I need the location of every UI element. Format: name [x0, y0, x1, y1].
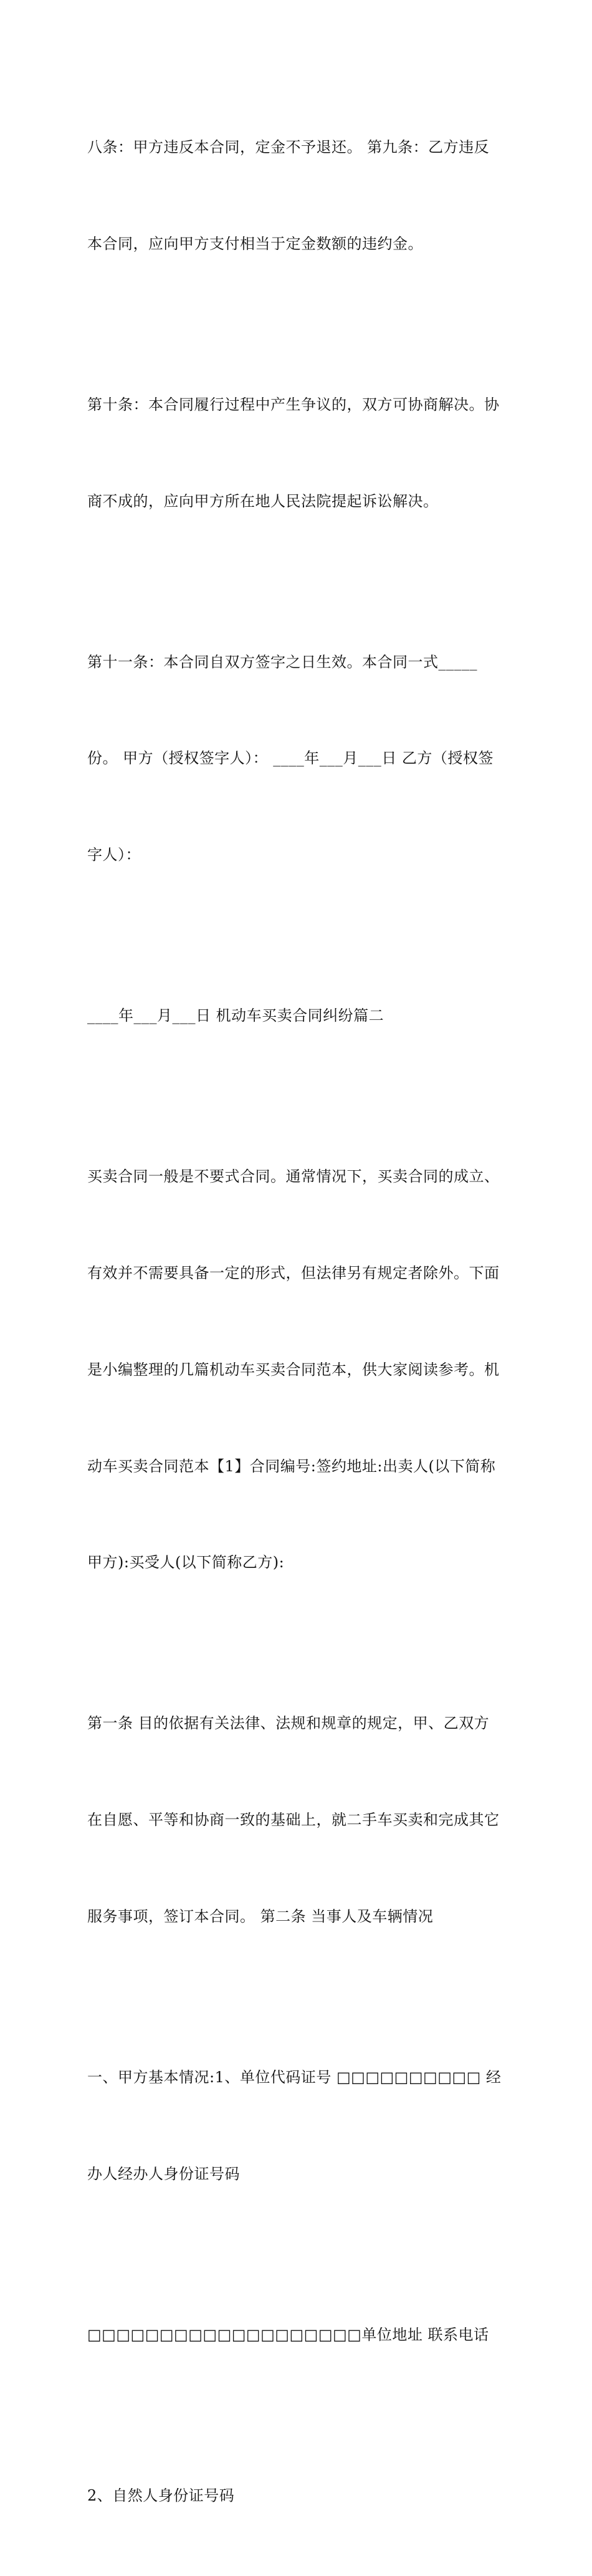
text-line: 动车买卖合同范本【1】合同编号:签约地址:出卖人(以下简称 — [87, 1457, 496, 1475]
paragraph-party-a-info — [87, 1997, 511, 2255]
text-line: 商不成的，应向甲方所在地人民法院提起诉讼解决。 — [87, 492, 439, 510]
text-line: 第十条：本合同履行过程中产生争议的，双方可协商解决。协 — [87, 395, 500, 413]
text-line: 一、甲方基本情况:1、单位代码证号 □□□□□□□□□□ 经 — [87, 2068, 502, 2086]
text-line: 服务事项，签订本合同。 第二条 当事人及车辆情况 — [87, 1907, 434, 1925]
text-line: □□□□□□□□□□□□□□□□□□□单位地址 联系电话 — [87, 2325, 489, 2343]
paragraph-article-10 — [87, 325, 511, 582]
text-line: 是小编整理的几篇机动车买卖合同范本，供大家阅读参考。机 — [87, 1360, 500, 1378]
text-line: 份。 甲方（授权签字人）： ____年___月___日 乙方（授权签 — [87, 749, 494, 767]
text-line: 在自愿、平等和协商一致的基础上，就二手车买卖和完成其它 — [87, 1811, 500, 1829]
paragraph-article-8-9 — [87, 67, 511, 325]
text-line: 第一条 目的依据有关法律、法规和规章的规定，甲、乙双方 — [87, 1714, 490, 1733]
paragraph-intro — [87, 1097, 511, 1643]
paragraph-id-boxes — [87, 2254, 511, 2415]
text-line: 有效并不需要具备一定的形式，但法律另有规定者除外。下面 — [87, 1264, 500, 1282]
text-line: 第十一条：本合同自双方签字之日生效。本合同一式_____ — [87, 653, 477, 671]
paragraph-article-1-2 — [87, 1643, 511, 1997]
paragraph-article-11 — [87, 582, 511, 936]
text-line: 甲方):买受人(以下简称乙方): — [87, 1554, 285, 1572]
text-line: 办人经办人身份证号码 — [87, 2165, 240, 2183]
text-line: 2、自然人身份证号码 — [87, 2486, 235, 2504]
text-line: ____年___月___日 机动车买卖合同纠纷篇二 — [87, 1007, 384, 1025]
text-line: 本合同，应向甲方支付相当于定金数额的违约金。 — [87, 234, 423, 252]
paragraph-natural-person — [87, 2415, 511, 2576]
text-line: 买卖合同一般是不要式合同。通常情况下，买卖合同的成立、 — [87, 1168, 500, 1186]
text-line: 字人）： — [87, 846, 141, 864]
text-line: 八条：甲方违反本合同，定金不予退还。 第九条：乙方违反 — [87, 138, 490, 156]
paragraph-date-heading — [87, 936, 511, 1097]
